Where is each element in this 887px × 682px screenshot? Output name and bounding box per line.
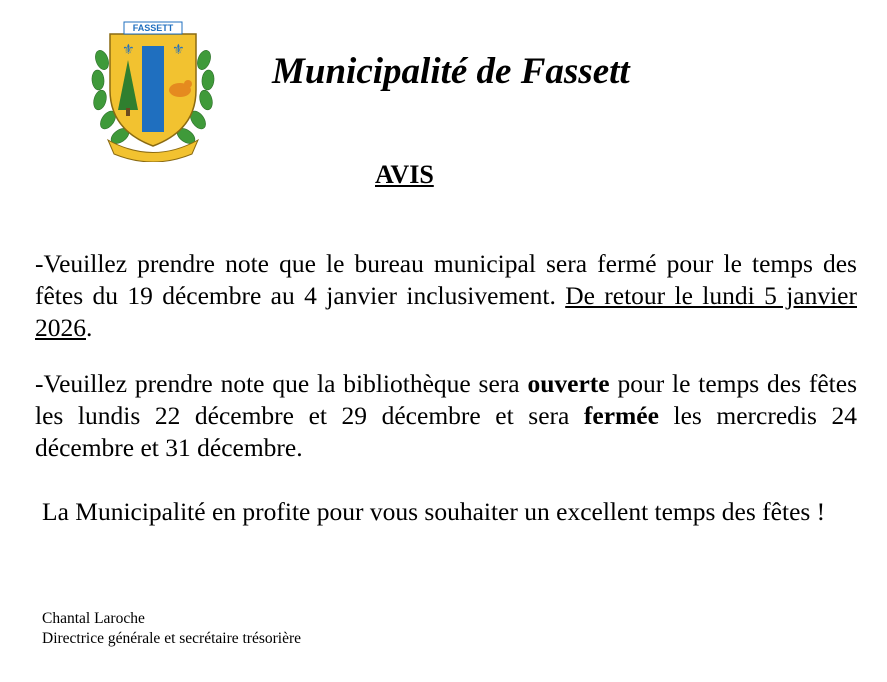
page-title: Municipalité de Fassett [272,51,630,92]
return-date-text: De retour le lundi 5 janvier 2026 [35,281,857,342]
holiday-greeting: La Municipalité en profite pour vous souhaiter un excellent temps des fêtes ! [42,497,826,526]
library-text-part2: pour le temps des fêtes les lundis 22 décembre et 29 décembre et sera [35,369,858,430]
crest-banner-text: FASSETT [132,23,174,33]
library-text-part1: -Veuillez prendre note que la bibliothèque sera [35,369,528,398]
notice-paragraph-office [35,248,857,344]
library-open-word: ouverte [527,369,610,398]
svg-text:⚜: ⚜ [172,42,185,58]
notice-heading: AVIS [375,160,434,189]
notice-paragraph-library [35,368,857,464]
municipal-crest-logo [88,20,218,162]
office-closure-end: . [86,313,93,342]
library-text-part3: les mercredis 24 décembre et 31 décembre. [35,401,858,462]
signature-role: Directrice générale et secrétaire trésorière [42,630,302,647]
signature-name: Chantal Laroche [42,610,145,627]
svg-text:⚜: ⚜ [122,42,135,58]
office-closure-text: -Veuillez prendre note que le bureau municipal sera fermé pour le temps des fêtes du 19 décembre au 4 janvier inclusivement. [35,249,857,310]
library-closed-word: fermée [583,401,659,430]
signature-block [42,609,301,649]
